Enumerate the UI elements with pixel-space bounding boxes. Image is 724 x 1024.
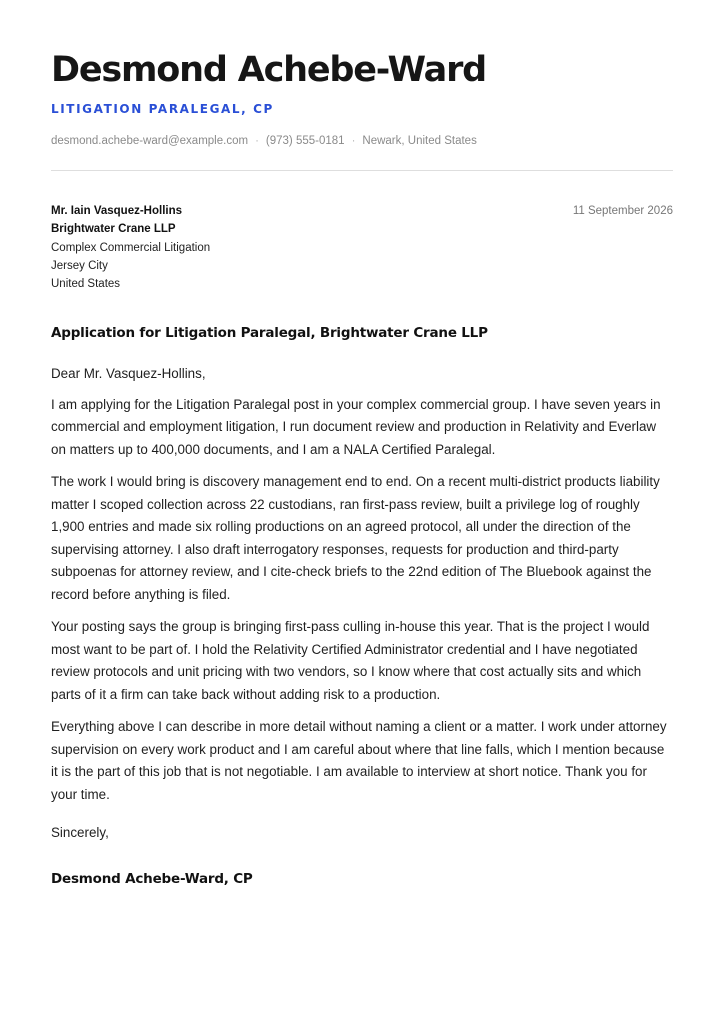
contact-line [51,135,477,147]
recipient-name: Mr. Iain Vasquez-Hollins [51,205,183,217]
body-paragraph: I am applying for the Litigation Paralegal post in your complex commercial group. I have seven years in commercial and employment litigation, I run document review and production in Relativity and Everlaw on matters up to 400,000 documents, and I am a NALA Certified Paralegal. [51,396,661,457]
recipient-department: Complex Commercial Litigation [51,241,211,254]
header-divider [51,170,673,171]
body-paragraph: Everything above I can describe in more detail without naming a client or a matter. I work under attorney supervision on every work product and I am careful about where that line falls, which I mention because it is the part of this job that is not negotiable. I am available to interview at short notice. Thank you for your time. [51,719,667,802]
applicant-name: Desmond Achebe-Ward [51,50,487,90]
letter-date: 11 September 2026 [572,205,673,217]
contact-separator: · [255,135,259,147]
recipient-company: Brightwater Crane LLP [51,223,176,236]
contact-email[interactable]: desmond.achebe-ward@example.com [51,135,249,147]
letter-subject: Application for Litigation Paralegal, Brightwater Crane LLP [51,325,488,341]
contact-location: Newark, United States [362,135,477,147]
contact-separator: · [351,135,356,147]
letter-closing: Sincerely, [51,825,109,840]
recipient-city: Jersey City [51,259,108,272]
recipient-block [51,202,210,293]
letter-greeting: Dear Mr. Vasquez-Hollins, [51,366,206,381]
letter-body [51,363,673,816]
body-paragraph: The work I would bring is discovery management end to end. On a recent multi-district products liability matter I scoped collection across 22 custodians, ran first-pass review, built a privilege log of roughly 1,900 entries and made six rolling productions on an agreed protocol, all under the direction of the supervising attorney. I also draft interrogatory responses, requests for production and third-party subpoenas for attorney review, and I cite-check briefs to the 22nd edition of The Bluebook against the record before anything is filed. [51,474,660,602]
recipient-country: United States [51,278,121,291]
letter-signature: Desmond Achebe-Ward, CP [51,871,253,887]
applicant-role: LITIGATION PARALEGAL, CP [51,102,274,116]
contact-phone[interactable]: (973) 555-0181 [265,135,345,147]
body-paragraph: Your posting says the group is bringing first-pass culling in-house this year. That is the project I would most want to be part of. I hold the Relativity Certified Administrator credential and I have negotiated review protocols and unit pricing with two vendors, so I know where that cost actually sits and which parts of it a firm can take back without adding risk to a production. [51,619,650,702]
